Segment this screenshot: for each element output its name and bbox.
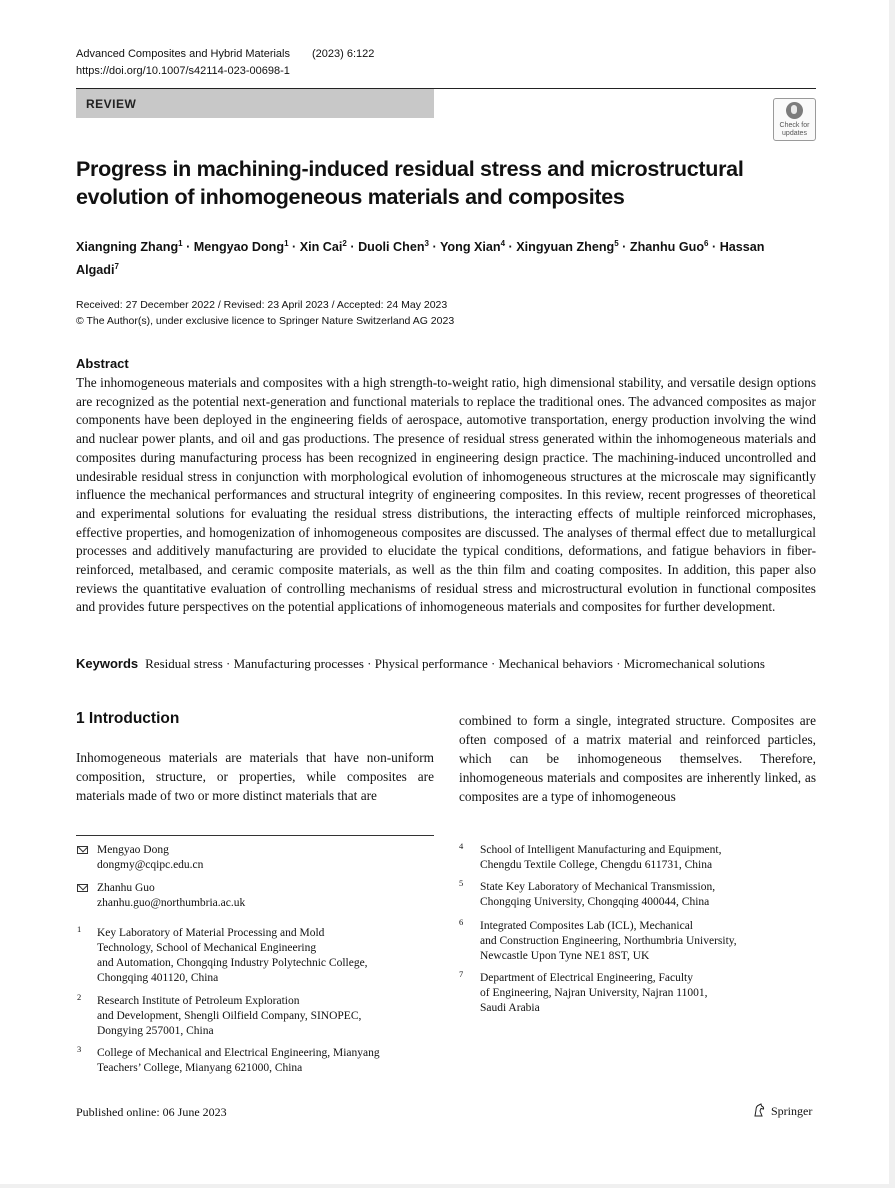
correspondence-email[interactable]: zhanhu.guo@northumbria.ac.uk (97, 897, 246, 909)
author-affiliation-mark: 2 (342, 239, 347, 248)
affiliation-6 (480, 919, 737, 964)
footnote-rule (76, 835, 434, 836)
article-title: Progress in machining-induced residual stress and microstructural evolution of inhomogeneous materials and composites (76, 157, 744, 209)
affiliation-1 (97, 926, 368, 986)
keywords-heading: Keywords (76, 656, 139, 671)
check-updates-icon (786, 102, 803, 119)
published-date: Published online: 06 June 2023 (76, 1105, 227, 1119)
affiliation-line: Chengdu Textile College, Chengdu 611731, China (480, 859, 713, 871)
affiliation-line: and Development, Shengli Oilfield Company, SINOPEC, (97, 1010, 362, 1022)
affiliation-5 (480, 880, 715, 910)
affiliation-line: Integrated Composites Lab (ICL), Mechanical (480, 920, 693, 932)
received-dates: Received: 27 December 2022 / Revised: 23 April 2023 / Accepted: 24 May 2023 (76, 299, 448, 311)
author-name: Yong Xian (439, 240, 501, 255)
affiliation-number: 1 (77, 924, 82, 934)
affiliation-line: Teachers’ College, Mianyang 621000, China (97, 1062, 303, 1074)
affiliation-line: College of Mechanical and Electrical Engineering, Mianyang (97, 1047, 380, 1059)
correspondence-1 (97, 843, 203, 873)
author-affiliation-mark: 3 (424, 239, 429, 248)
journal-header (76, 48, 374, 60)
affiliation-line: Chongqing University, Chongqing 400044, China (480, 896, 710, 908)
article-type-label: REVIEW (86, 97, 137, 111)
affiliation-line: Key Laboratory of Material Processing and Mold (97, 927, 325, 939)
correspondence-2 (97, 881, 245, 911)
affiliation-line: Department of Electrical Engineering, Faculty (480, 972, 693, 984)
affiliation-line: Newcastle Upon Tyne NE1 8ST, UK (480, 950, 650, 962)
correspondence-name: Mengyao Dong (97, 844, 169, 856)
affiliation-3 (97, 1046, 380, 1076)
affiliation-line: School of Intelligent Manufacturing and Equipment, (480, 844, 722, 856)
copyright-notice: © The Author(s), under exclusive licence to Springer Nature Switzerland AG 2023 (76, 315, 455, 327)
affiliation-line: and Construction Engineering, Northumbria University, (480, 935, 737, 947)
keywords-list: Residual stress · Manufacturing processes · Physical performance · Mechanical behaviors · Micromechanical solutions (145, 656, 765, 671)
author-list: Xiangning Zhang$^1$ · Mengyao Dong$^1$ · Xin Cai$^2$ · Duoli Chen$^3$ · Yong Xian$^4$ · Xingyuan Zheng$^5$ · Zhanhu Guo$^6$ · Hassan Algadi$^7$ (76, 239, 765, 278)
correspondence-name: Zhanhu Guo (97, 882, 155, 894)
author-name: Xin Cai (299, 240, 343, 255)
author-affiliation-mark: 1 (284, 239, 289, 248)
check-for-updates-button[interactable] (773, 98, 816, 141)
badge-line-2: updates (782, 130, 807, 137)
author-affiliation-mark: 1 (178, 239, 183, 248)
abstract-heading: Abstract (76, 356, 129, 371)
author-affiliation-mark: 5 (614, 239, 619, 248)
section-heading-introduction: 1 Introduction (76, 710, 180, 727)
springer-horse-icon (752, 1103, 766, 1117)
author-name: Mengyao Dong (193, 240, 285, 255)
affiliation-number: 6 (459, 917, 464, 927)
affiliation-4 (480, 843, 721, 873)
affiliation-line: and Automation, Chongqing Industry Polytechnic College, (97, 957, 368, 969)
email-icon (77, 884, 88, 892)
affiliation-number: 3 (77, 1044, 82, 1054)
affiliation-number: 4 (459, 841, 464, 851)
affiliation-number: 5 (459, 878, 464, 888)
correspondence-email[interactable]: dongmy@cqipc.edu.cn (97, 859, 204, 871)
keywords (76, 656, 836, 672)
author-name: Xiangning Zhang (76, 240, 179, 255)
affiliation-2 (97, 994, 361, 1039)
affiliation-line: Technology, School of Mechanical Engineering (97, 942, 317, 954)
intro-text-right: combined to form a single, integrated structure. Composites are often composed of a matrix material and reinforced particles, which can be inhomogeneous themselves. Therefore, inhomogeneous materials and composites are inherently linked, as composites are a type of inhomogeneous (459, 713, 816, 804)
author-affiliation-mark: 6 (704, 239, 709, 248)
affiliation-number: 7 (459, 969, 464, 979)
author-name: Zhanhu Guo (629, 240, 705, 255)
email-icon (77, 846, 88, 854)
affiliation-line: Chongqing 401120, China (97, 972, 219, 984)
affiliation-line: of Engineering, Najran University, Najran 11001, (480, 987, 708, 999)
abstract-text: The inhomogeneous materials and composites with a high strength-to-weight ratio, high dimensional stability, and versatile design options are recognized as the potential next-generation and functional materials to replace the traditional ones. The advanced composites as major components have been deployed in the engineering fields of aerospace, automotive transportation, energy production involving the wind and nuclear power plants, and oil and gas productions. The presence of residual stress generated within the inhomogeneous materials and composites during manufacturing process has been recognized in engineering design practice. The machining-induced uncontrolled and undesirable residual stress in conjunction with morphological evolution of inhomogeneous structures at the microscale may significantly influence the mechanical performances and structural integrity of engineering composites. In this review, recent progresses of theoretical and experimental solutions for evaluating the residual stress distributions, the interacting effects of multiple reinforced microphases, effective properties, and homogenization of inhomogeneous composites are discussed. The analyses of thermal effect due to metallurgical processes and additively manufacturing are provided to elucidate the typical conditions, deformations, and fatigue behaviors in fiber-reinforced, metalbased, and ceramic composite materials, as well as the thin film and coating composites. In addition, this paper also reviews the quantitative evaluation of controlling mechanisms of residual stress and microstructural evolution in functional composites and provides future perspectives on the potential applications of inhomogeneous materials and composites for further development. (76, 375, 816, 615)
author-name: Hassan Algadi (76, 240, 765, 278)
author-name: Duoli Chen (358, 240, 425, 255)
affiliation-line: Saudi Arabia (480, 1002, 540, 1014)
affiliation-line: Research Institute of Petroleum Exploration (97, 995, 300, 1007)
affiliation-line: Dongying 257001, China (97, 1025, 214, 1037)
author-name: Xingyuan Zheng (516, 240, 615, 255)
intro-text-left: Inhomogeneous materials are materials that have non-uniform composition, structure, or properties, while composites are materials made of two or more distinct materials that are (76, 750, 434, 803)
affiliation-line: State Key Laboratory of Mechanical Transmission, (480, 881, 716, 893)
journal-name: Advanced Composites and Hybrid Materials (76, 48, 290, 60)
journal-volume: (2023) 6:122 (312, 48, 375, 60)
affiliation-7 (480, 971, 707, 1016)
badge-line-1: Check for (779, 122, 810, 129)
affiliation-number: 2 (77, 992, 82, 1002)
doi-link[interactable]: https://doi.org/10.1007/s42114-023-00698-1 (76, 65, 290, 77)
author-affiliation-mark: 4 (500, 239, 506, 248)
publisher-name: Springer (771, 1104, 813, 1118)
author-affiliation-mark: 7 (114, 262, 119, 272)
